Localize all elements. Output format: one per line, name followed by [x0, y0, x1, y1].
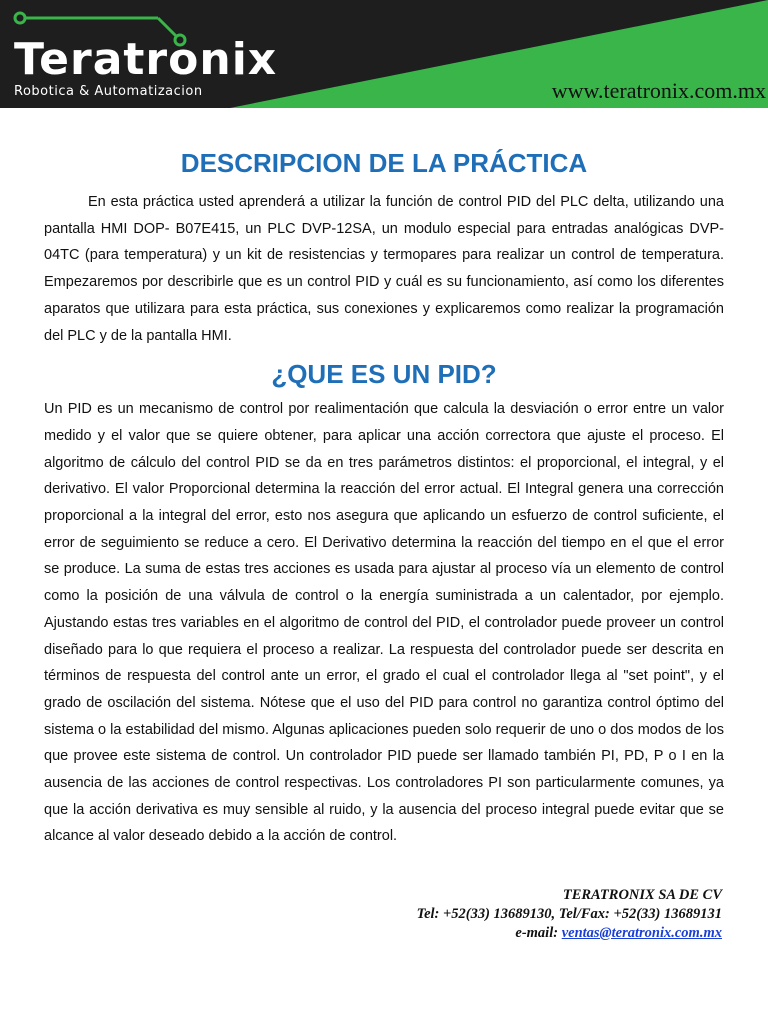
phone-numbers: Tel: +52(33) 13689130, Tel/Fax: +52(33) 13689131: [416, 906, 722, 922]
section-heading-descripcion: DESCRIPCION DE LA PRÁCTICA: [180, 148, 588, 178]
website-url: www.teratronix.com.mx: [551, 78, 766, 103]
email-line: [417, 924, 722, 943]
section-body-descripcion: En esta práctica usted aprenderá a utilizar la función de control PID del PLC delta, utilizando una pantalla HMI DOP- B07E415, un PLC DVP-12SA, un modulo especial para entradas analógicas DVP-04TC (para temperatura) y un kit de resistencias y termopares para realizar un control de temperatura. Empezaremos por describirle que es un control PID y cuál es su funcionamiento, así como los diferentes aparatos que utilizara para esta práctica, sus conexiones y explicaremos como realizar la programación del PLC y de la pantalla HMI.: [44, 194, 724, 344]
email-label: e-mail:: [515, 925, 559, 941]
contact-footer: [417, 886, 722, 943]
section-body-pid: Un PID es un mecanismo de control por realimentación que calcula la desviación o error entre un valor medido y el valor que se quiere obtener, para aplicar una acción correctora que ajuste el proceso. El algoritmo de cálculo del control PID se da en tres parámetros distintos: el proporcional, el integral, y el derivativo. El valor Proporcional determina la reacción del error actual. El Integral genera una corrección proporcional a la integral del error, esto nos asegura que aplicando un esfuerzo de control suficiente, el error de seguimiento se reduce a cero. El Derivativo determina la reacción del tiempo en el que el error se produce. La suma de estas tres acciones es usada para ajustar al proceso vía un elemento de control como la posición de una válvula de control o la energía suministrada a un calentador, por ejemplo. Ajustando estas tres variables en el algoritmo de control del PID, el controlador puede proveer un control diseñado para lo que requiera el proceso a realizar. La respuesta del controlador puede ser descrita en términos de respuesta del control ante un error, el grado el cual el controlador llega al "set point", y el grado de oscilación del sistema. Nótese que el uso del PID para control no garantiza control óptimo del sistema o la estabilidad del mismo. Algunas aplicaciones pueden solo requerir de uno o dos modos de los que provee este sistema de control. Un controlador PID puede ser llamado también PI, PD, P o I en la ausencia de las acciones de control respectivas. Los controladores PI son particularmente comunes, ya que la acción derivativa es muy sensible al ruido, y la ausencia del proceso integral puede evitar que se alcance al valor deseado debido a la acción de control.: [44, 401, 724, 845]
brand-tagline: Robotica & Automatizacion: [14, 84, 203, 99]
email-link[interactable]: ventas@teratronix.com.mx: [561, 925, 722, 941]
header-banner: [0, 0, 768, 108]
company-name: TERATRONIX SA DE CV: [562, 887, 722, 903]
document-body: [44, 148, 724, 850]
section-heading-pid: ¿QUE ES UN PID?: [271, 359, 497, 390]
brand-logo: [14, 34, 278, 99]
brand-name: Teratronix: [14, 34, 278, 85]
